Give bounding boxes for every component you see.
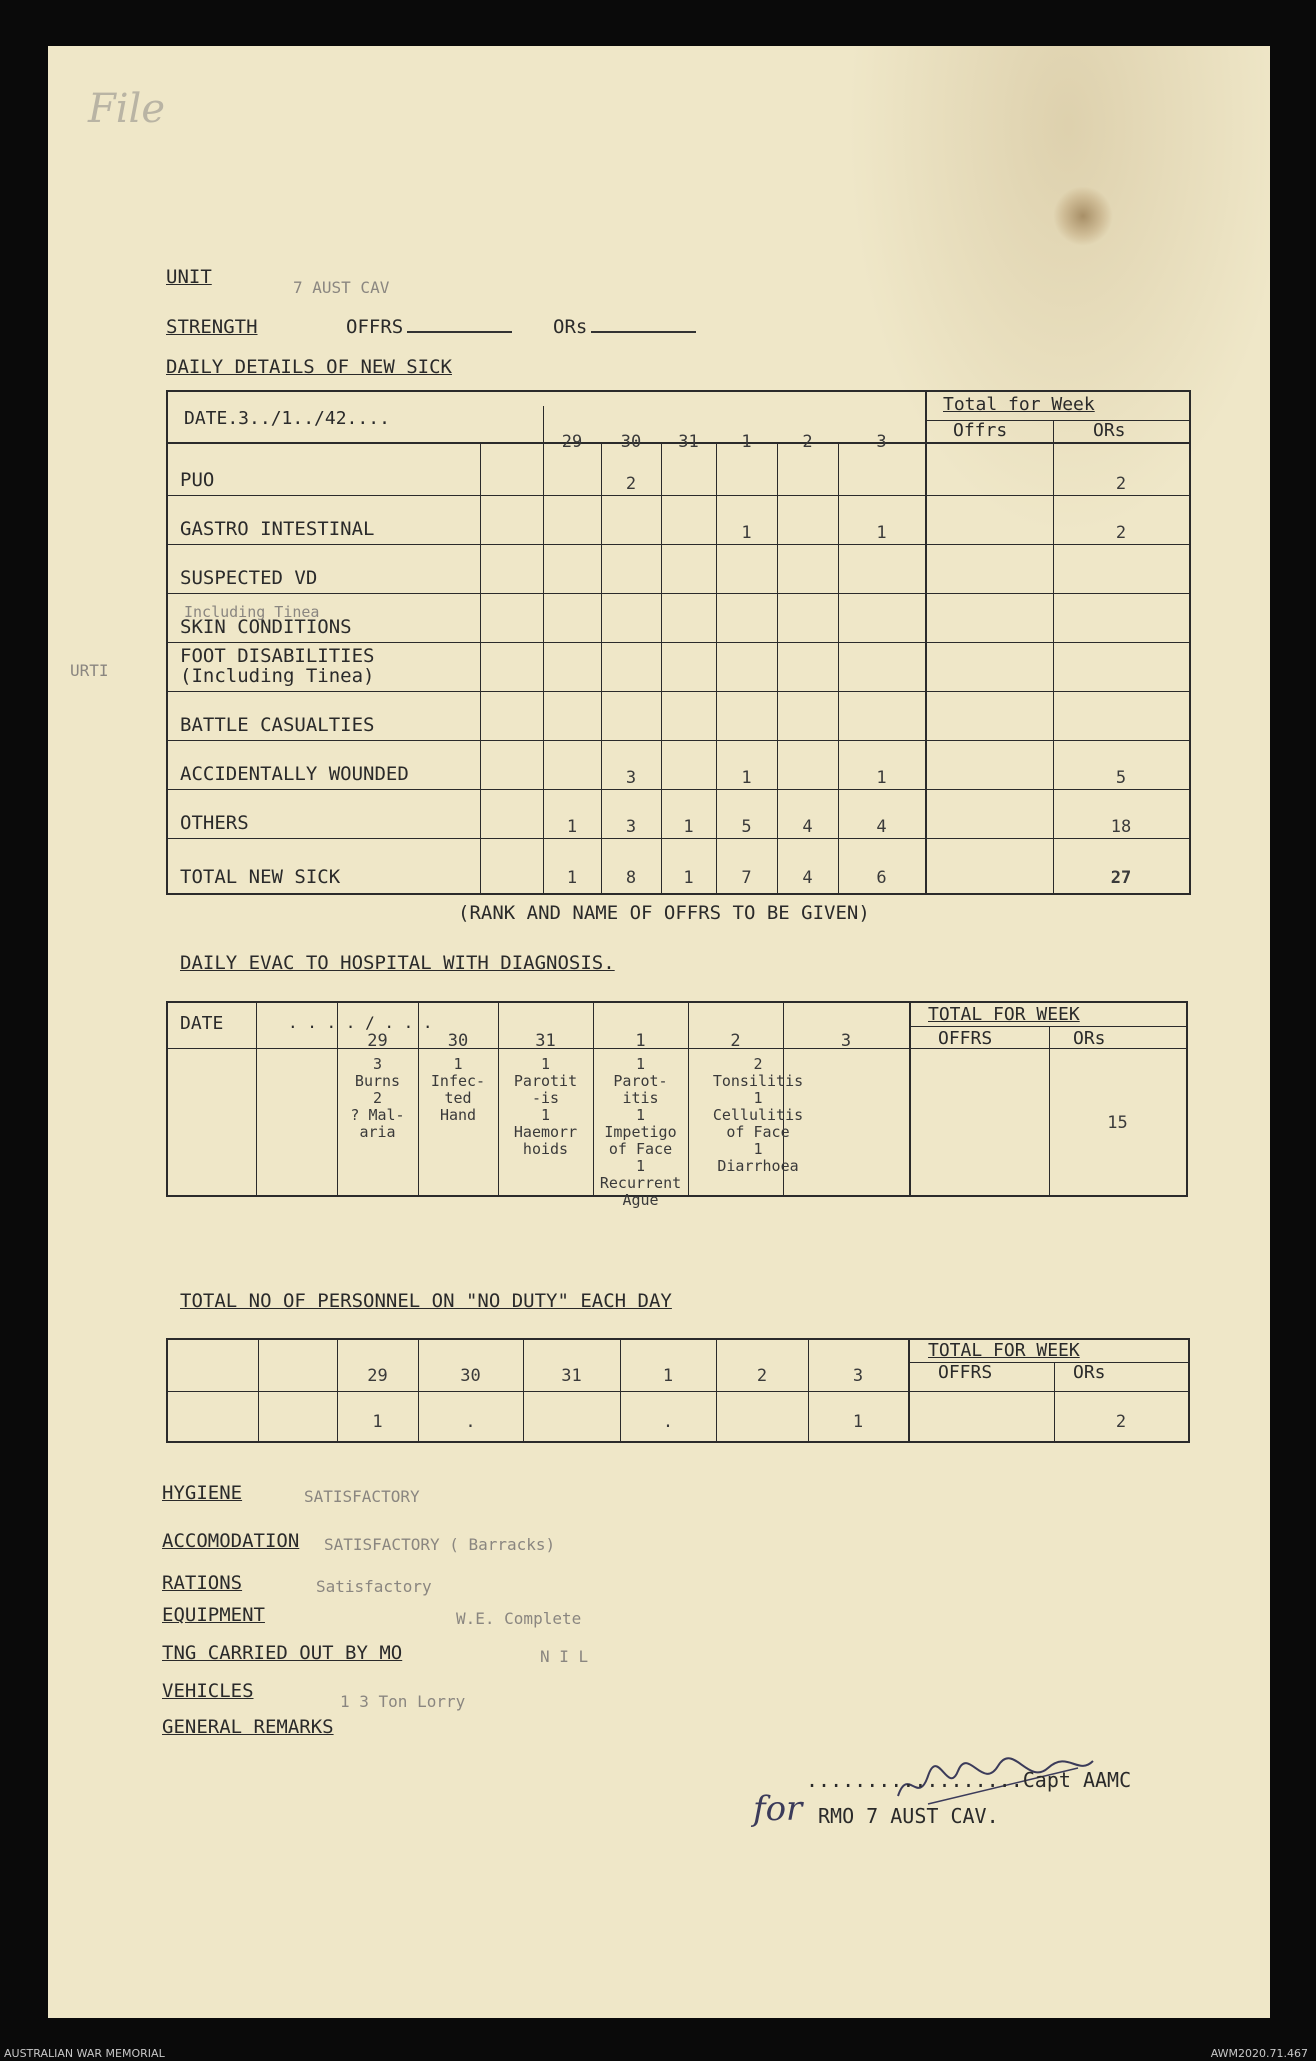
offrs-field: OFFRS bbox=[346, 316, 512, 338]
evac-day: 31 bbox=[535, 1031, 556, 1051]
archive-item-id: AWM2020.71.467 bbox=[1210, 2047, 1308, 2060]
sick-ors-total: 2 bbox=[1115, 523, 1127, 543]
evac-day: 2 bbox=[730, 1031, 741, 1051]
sick-row-label: SUSPECTED VD bbox=[180, 567, 318, 589]
status-label: VEHICLES bbox=[162, 1680, 254, 1702]
no-duty-day: 29 bbox=[367, 1366, 388, 1386]
sick-row-label: GASTRO INTESTINAL bbox=[180, 518, 375, 540]
evac-day: 1 bbox=[635, 1031, 646, 1051]
sick-ors-label: ORs bbox=[1093, 420, 1126, 441]
status-value: W.E. Complete bbox=[456, 1609, 582, 1628]
evac-ors-total: 15 bbox=[1107, 1113, 1128, 1133]
status-value: SATISFACTORY ( Barracks) bbox=[324, 1535, 556, 1554]
no-duty-day: 3 bbox=[852, 1366, 864, 1386]
no-duty-cell: . bbox=[465, 1412, 476, 1432]
signature-role: RMO 7 AUST CAV. bbox=[818, 1804, 999, 1828]
no-duty-cell: 1 bbox=[852, 1412, 864, 1432]
file-note: File bbox=[88, 86, 166, 132]
evac-day: 3 bbox=[840, 1031, 852, 1051]
sick-cell: 1 bbox=[876, 768, 887, 788]
sick-cell: 1 bbox=[683, 817, 694, 837]
no-duty-ors-label: ORs bbox=[1073, 1362, 1106, 1383]
sick-row-label: SKIN CONDITIONS bbox=[180, 616, 352, 638]
sick-row-label: ACCIDENTALLY WOUNDED bbox=[180, 763, 409, 785]
sick-note: (RANK AND NAME OF OFFRS TO BE GIVEN) bbox=[458, 902, 870, 924]
sick-row-label: BATTLE CASUALTIES bbox=[180, 714, 375, 736]
sick-row-label: FOOT DISABILITIES (Including Tinea) bbox=[180, 645, 375, 687]
no-duty-day: 1 bbox=[662, 1366, 674, 1386]
status-value: 1 3 Ton Lorry bbox=[340, 1692, 466, 1711]
sick-overprint: Including Tinea bbox=[184, 603, 320, 621]
sick-day: 30 bbox=[620, 432, 642, 452]
sick-cell: 1 bbox=[566, 817, 578, 837]
sick-total-cell: 7 bbox=[741, 868, 752, 888]
evac-heading: DAILY EVAC TO HOSPITAL WITH DIAGNOSIS. bbox=[180, 952, 615, 974]
sick-total-label: Total for Week bbox=[943, 394, 1095, 415]
sick-cell: 1 bbox=[876, 523, 887, 543]
sick-total-cell: 1 bbox=[566, 868, 578, 888]
sick-cell: 1 bbox=[741, 523, 752, 543]
sick-day: 31 bbox=[678, 432, 699, 452]
evac-entry: 3 Burns 2 ? Mal- aria bbox=[350, 1055, 405, 1141]
no-duty-cell: . bbox=[662, 1412, 674, 1432]
sick-cell: 3 bbox=[625, 817, 637, 837]
no-duty-day: 30 bbox=[460, 1366, 481, 1386]
status-label: GENERAL REMARKS bbox=[162, 1716, 334, 1738]
status-label: TNG CARRIED OUT BY MO bbox=[162, 1642, 403, 1664]
signature-for: for bbox=[753, 1789, 803, 1829]
sick-cell: 2 bbox=[625, 474, 637, 494]
sick-total-cell: 8 bbox=[625, 868, 637, 888]
sick-date-label: DATE.3../1../42.... bbox=[184, 408, 390, 429]
evac-entry: 1 Infec- ted Hand bbox=[430, 1055, 486, 1124]
sick-total-cell: 6 bbox=[876, 868, 887, 888]
unit-value: 7 AUST CAV bbox=[293, 278, 390, 297]
new-sick-heading: DAILY DETAILS OF NEW SICK bbox=[166, 356, 452, 378]
status-label: ACCOMODATION bbox=[162, 1530, 300, 1552]
sick-cell: 4 bbox=[802, 817, 813, 837]
archive-name: AUSTRALIAN WAR MEMORIAL bbox=[4, 2047, 165, 2060]
no-duty-heading: TOTAL NO OF PERSONNEL ON "NO DUTY" EACH DAY bbox=[180, 1290, 672, 1312]
stain bbox=[1053, 186, 1113, 246]
evac-total-label: TOTAL FOR WEEK bbox=[928, 1004, 1080, 1025]
document-page bbox=[48, 46, 1270, 2018]
sick-total-row-label: TOTAL NEW SICK bbox=[180, 866, 341, 888]
sick-day: 2 bbox=[802, 432, 813, 452]
status-label: HYGIENE bbox=[162, 1482, 243, 1504]
sick-ors-total: 5 bbox=[1115, 768, 1127, 788]
sick-grand-total: 27 bbox=[1110, 868, 1132, 888]
no-duty-cell: 1 bbox=[372, 1412, 383, 1432]
sick-cell: 4 bbox=[876, 817, 887, 837]
evac-entry: 2 Tonsilitis 1 Cellulitis of Face 1 Diarrhoea bbox=[712, 1055, 804, 1175]
evac-offrs-label: OFFRS bbox=[938, 1028, 993, 1049]
sick-cell: 5 bbox=[741, 817, 752, 837]
sick-total-cell: 1 bbox=[683, 868, 694, 888]
sick-cell: 1 bbox=[741, 768, 752, 788]
sick-day: 29 bbox=[561, 432, 583, 452]
ors-field: ORs bbox=[553, 316, 696, 338]
evac-entry: 1 Parot- itis 1 Impetigo of Face 1 Recurrent Ague bbox=[599, 1055, 682, 1209]
strength-label: STRENGTH bbox=[166, 316, 258, 338]
no-duty-offrs-label: OFFRS bbox=[938, 1362, 993, 1383]
sick-total-cell: 4 bbox=[802, 868, 813, 888]
evac-entry: 1 Parotit -is 1 Haemorr hoids bbox=[513, 1055, 578, 1158]
evac-date-label: DATE bbox=[180, 1013, 224, 1034]
evac-ors-label: ORs bbox=[1073, 1028, 1106, 1049]
sick-day: 3 bbox=[876, 432, 887, 452]
evac-date-value: . . . . / . . . bbox=[288, 1013, 433, 1032]
evac-day: 29 bbox=[367, 1031, 388, 1051]
sick-cell: 3 bbox=[625, 768, 637, 788]
sick-row-label: PUO bbox=[180, 469, 215, 491]
no-duty-day: 31 bbox=[561, 1366, 582, 1386]
status-label: RATIONS bbox=[162, 1572, 243, 1594]
sick-row-label: OTHERS bbox=[180, 812, 249, 834]
status-value: SATISFACTORY bbox=[304, 1487, 420, 1506]
status-label: EQUIPMENT bbox=[162, 1604, 265, 1626]
status-value: N I L bbox=[540, 1647, 589, 1666]
side-note: URTI bbox=[70, 661, 109, 680]
no-duty-total-label: TOTAL FOR WEEK bbox=[928, 1340, 1080, 1361]
signature-line: ..................Capt AAMC bbox=[806, 1768, 1132, 1792]
unit-label: UNIT bbox=[166, 266, 212, 288]
evac-day: 30 bbox=[447, 1031, 469, 1051]
sick-day: 1 bbox=[741, 432, 752, 452]
sick-offrs-label: Offrs bbox=[953, 420, 1008, 441]
no-duty-ors-total: 2 bbox=[1115, 1412, 1127, 1432]
no-duty-day: 2 bbox=[756, 1366, 768, 1386]
status-value: Satisfactory bbox=[316, 1577, 432, 1596]
sick-ors-total: 2 bbox=[1115, 474, 1127, 494]
sick-ors-total: 18 bbox=[1110, 817, 1132, 837]
